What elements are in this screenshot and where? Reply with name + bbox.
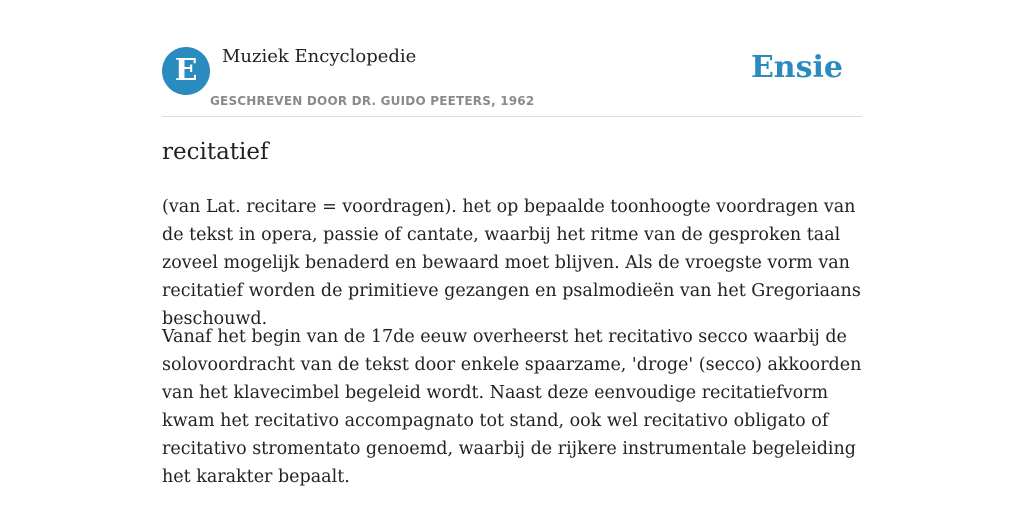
- encyclopedia-title[interactable]: Muziek Encyclopedie: [222, 46, 417, 67]
- encyclopedia-logo[interactable]: E: [162, 47, 210, 95]
- article-card: [162, 0, 862, 512]
- entry-paragraph-1: (van Lat. recitare = voordragen). het op bepaalde toonhoogte voordragen van de tekst in opera, passie of cantate, waarbij het ritme van de gesproken taal zoveel mogelijk benaderd en bewaard moet blijven. Als de vroegste vorm van recitatief worden de primitieve gezangen en psalmodieën van het Gregoriaans beschouwd.: [162, 197, 861, 329]
- entry-paragraph-2: Vanaf het begin van de 17de eeuw overheerst het recitativo secco waarbij de solovoordracht van de tekst door enkele spaarzame, 'droge' (secco) akkoorden van het klavecimbel begeleid wordt. Naast deze eenvoudige recitatiefvorm kwam het recitativo accompagnato tot stand, ook wel recitativo obligato of recitativo stromentato genoemd, waarbij de rijkere instrumentale begeleiding het karakter bepaalt.: [162, 327, 862, 487]
- encyclopedia-header: [162, 0, 862, 117]
- brand-logo[interactable]: Ensie: [750, 50, 843, 85]
- author-line: GESCHREVEN DOOR DR. GUIDO PEETERS, 1962: [210, 94, 535, 108]
- entry-title: recitatief: [162, 139, 269, 165]
